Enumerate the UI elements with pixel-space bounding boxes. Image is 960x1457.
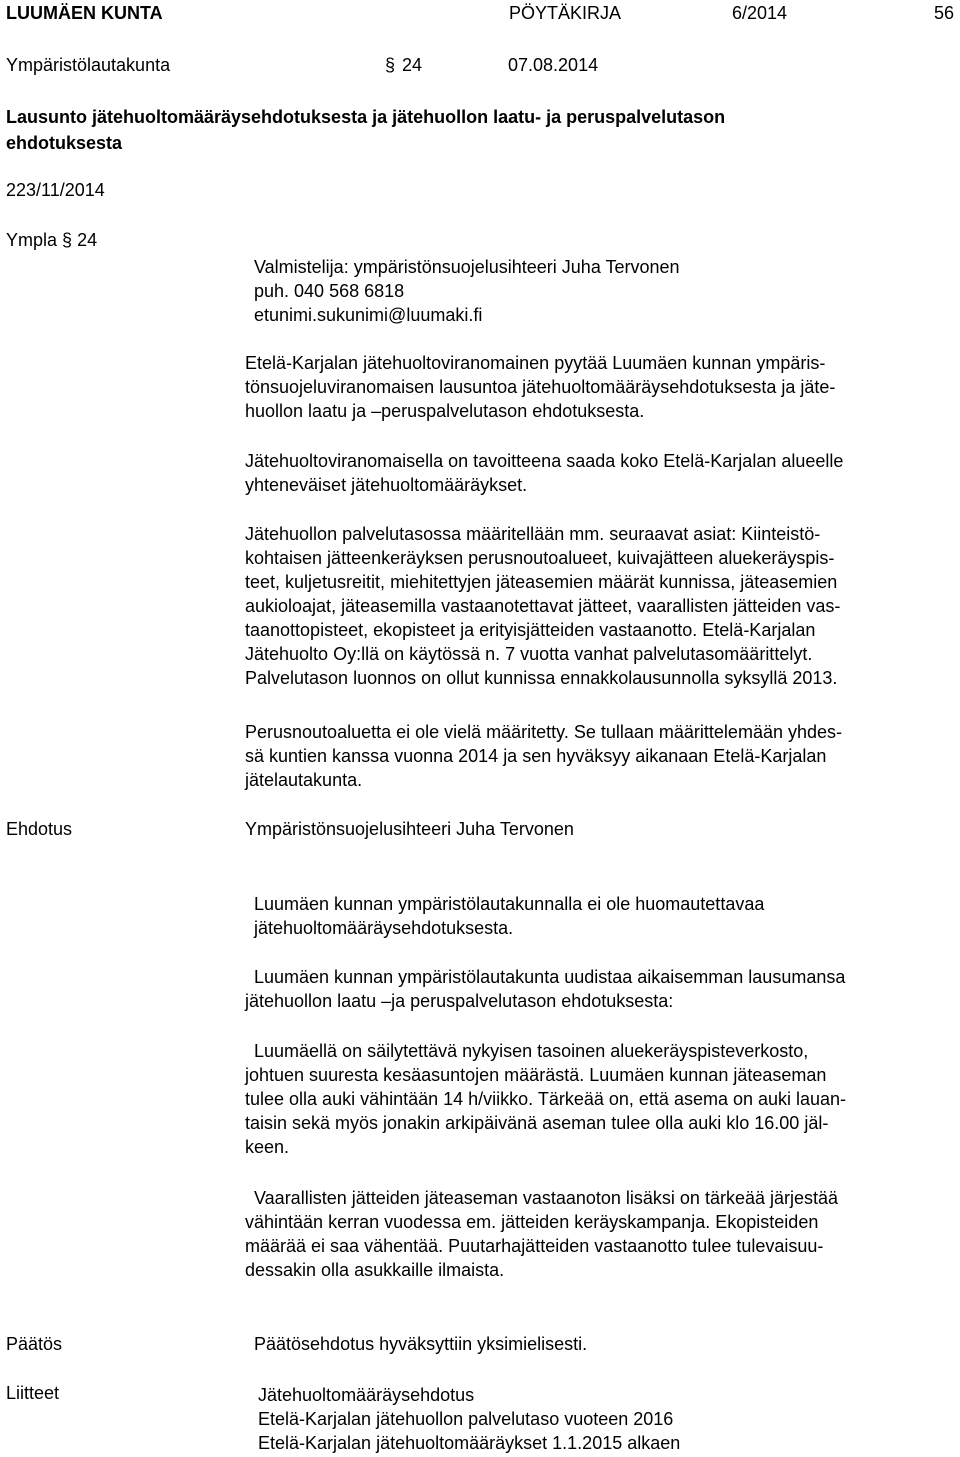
body-paragraph bbox=[245, 720, 955, 792]
paragraph-line: määrää ei saa vähentää. Puutarhajätteiden vastaanotto tulee tulevaisuu- bbox=[245, 1236, 824, 1256]
section-ref-label: Ympla bbox=[6, 230, 58, 250]
section-symbol: § bbox=[385, 55, 396, 75]
preparer-info bbox=[254, 255, 680, 327]
paragraph-line: tönsuojeluviranomaisen lausuntoa jätehuoltomääräysehdotuksesta ja jäte- bbox=[245, 377, 836, 397]
paragraph-line: vähintään kerran vuodessa em. jätteiden keräyskampanja. Ekopisteiden bbox=[245, 1212, 819, 1232]
proposal-paragraph bbox=[245, 1186, 838, 1282]
paragraph-line: jätehuollon laatu –ja peruspalvelutason ehdotuksesta: bbox=[245, 991, 674, 1011]
preparer-email: etunimi.sukunimi@luumaki.fi bbox=[254, 305, 483, 325]
decision-label: Päätös bbox=[6, 1334, 63, 1354]
attachments-label: Liitteet bbox=[6, 1383, 60, 1403]
paragraph-line: Palvelutason luonnos on ollut kunnissa ennakkolausunnolla syksyllä 2013. bbox=[245, 668, 838, 688]
attachment-item[interactable]: Etelä-Karjalan jätehuollon palvelutaso vuoteen 2016 bbox=[258, 1409, 674, 1429]
title-line: Lausunto jätehuoltomääräysehdotuksesta ja jätehuollon laatu- ja peruspalvelutason bbox=[6, 107, 726, 127]
paragraph-line: Vaarallisten jätteiden jäteaseman vastaanoton lisäksi on tärkeää järjestää bbox=[254, 1188, 839, 1208]
paragraph-line: Jätehuolto Oy:llä on käytössä n. 7 vuotta vanhat palvelutasomäärittelyt. bbox=[245, 644, 813, 664]
preparer-line: Valmistelija: ympäristönsuojelusihteeri Juha Tervonen bbox=[254, 257, 680, 277]
paragraph-line: Jätehuoltoviranomaisella on tavoitteena saada koko Etelä-Karjalan alueelle bbox=[245, 451, 844, 471]
paragraph-line: Jätehuollon palvelutasossa määritellään mm. seuraavat asiat: Kiinteistö- bbox=[245, 524, 821, 544]
paragraph-line: Etelä-Karjalan jätehuoltoviranomainen pyytää Luumäen kunnan ympäris- bbox=[245, 353, 826, 373]
decision-text: Päätösehdotus hyväksyttiin yksimielisesti. bbox=[254, 1334, 588, 1354]
section-ref-number: 24 bbox=[77, 230, 98, 250]
attachments-list bbox=[258, 1383, 680, 1455]
page-title bbox=[6, 104, 725, 156]
paragraph-line: keen. bbox=[245, 1137, 290, 1157]
paragraph-line: huollon laatu ja –peruspalvelutason ehdotuksesta. bbox=[245, 401, 645, 421]
paragraph-line: yhteneväiset jätehuoltomääräykset. bbox=[245, 475, 528, 495]
attachment-item[interactable]: Jätehuoltomääräysehdotus bbox=[258, 1385, 475, 1405]
paragraph-line: taisin sekä myös jonakin arkipäivänä aseman tulee olla auki klo 16.00 jäl- bbox=[245, 1113, 829, 1133]
section-number: 24 bbox=[402, 55, 423, 75]
proposal-label: Ehdotus bbox=[6, 819, 73, 839]
document-type: PÖYTÄKIRJA bbox=[509, 3, 622, 23]
record-number: 223/11/2014 bbox=[6, 180, 105, 200]
municipality-name: LUUMÄEN KUNTA bbox=[6, 3, 163, 23]
body-paragraph bbox=[245, 449, 955, 497]
paragraph-line: sä kuntien kanssa vuonna 2014 ja sen hyväksyy aikanaan Etelä-Karjalan bbox=[245, 746, 827, 766]
paragraph-line: jätelautakunta. bbox=[245, 770, 363, 790]
committee-name: Ympäristölautakunta bbox=[6, 55, 171, 75]
section-ref bbox=[6, 230, 97, 251]
paragraph-line: kohtaisen jätteenkeräyksen perusnoutoalueet, kuivajätteen aluekeräyspis- bbox=[245, 548, 835, 568]
paragraph-line: Luumäen kunnan ympäristölautakunta uudistaa aikaisemman lausumansa bbox=[254, 967, 846, 987]
proposal-paragraph bbox=[254, 892, 764, 940]
paragraph-line: aukioloajat, jäteasemilla vastaanotettavat jätteet, vaarallisten jätteiden vas- bbox=[245, 596, 841, 616]
paragraph-line: dessakin olla asukkaille ilmaista. bbox=[245, 1260, 505, 1280]
paragraph-line: Luumäellä on säilytettävä nykyisen tasoinen aluekeräyspisteverkosto, bbox=[254, 1041, 809, 1061]
section-ref-symbol: § bbox=[62, 230, 73, 250]
document-number: 6/2014 bbox=[732, 3, 788, 23]
paragraph-line: tulee olla auki vähintään 14 h/viikko. Tärkeää on, että asema on auki lauan- bbox=[245, 1089, 847, 1109]
preparer-phone: puh. 040 568 6818 bbox=[254, 281, 405, 301]
body-paragraph bbox=[245, 522, 955, 690]
paragraph-line: jätehuoltomääräysehdotuksesta. bbox=[254, 918, 514, 938]
paragraph-line: johtuen suuresta kesäasuntojen määrästä. Luumäen kunnan jäteaseman bbox=[245, 1065, 827, 1085]
paragraph-line: Perusnoutoaluetta ei ole vielä määritetty. Se tullaan määrittelemään yhdes- bbox=[245, 722, 842, 742]
proposal-presenter: Ympäristönsuojelusihteeri Juha Tervonen bbox=[245, 819, 574, 839]
paragraph-line: teet, kuljetusreitit, miehitettyjen jäteasemien määrät kunnissa, jäteasemien bbox=[245, 572, 838, 592]
paragraph-line: taanottopisteet, ekopisteet ja erityisjätteiden vastaanotto. Etelä-Karjalan bbox=[245, 620, 816, 640]
paragraph-line: Luumäen kunnan ympäristölautakunnalla ei ole huomautettavaa bbox=[254, 894, 765, 914]
proposal-paragraph bbox=[245, 1039, 846, 1159]
page-number: 56 bbox=[934, 3, 955, 23]
title-line: ehdotuksesta bbox=[6, 133, 123, 153]
proposal-paragraph bbox=[245, 965, 845, 1013]
meeting-date: 07.08.2014 bbox=[508, 55, 599, 75]
body-paragraph bbox=[245, 351, 955, 423]
attachment-item[interactable]: Etelä-Karjalan jätehuoltomääräykset 1.1.2015 alkaen bbox=[258, 1433, 681, 1453]
